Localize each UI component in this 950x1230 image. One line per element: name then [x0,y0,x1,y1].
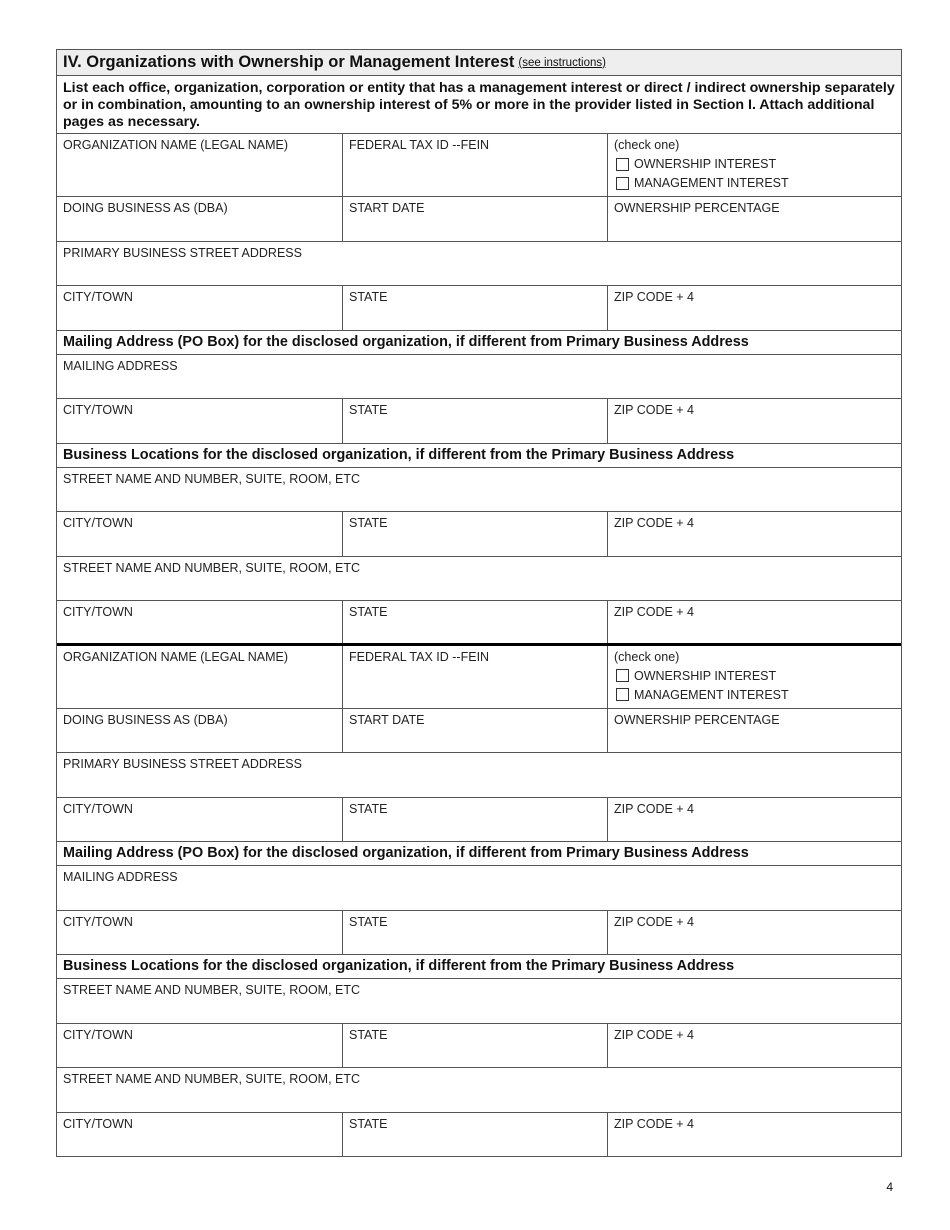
org2-location2-zip-field[interactable] [608,1113,901,1157]
org1-org-name-field[interactable] [57,134,343,196]
page-number: 4 [886,1180,893,1194]
org1-mailing-state-field[interactable] [343,399,608,443]
org2-org-name-field[interactable] [57,646,343,708]
field-label: STATE [349,801,388,816]
field-label: CITY/TOWN [63,290,133,304]
org2-location2-state-field[interactable] [343,1113,608,1157]
ownership-checkbox[interactable] [616,158,629,171]
org2-state-field[interactable] [343,798,608,842]
org1-row-dba [57,197,901,242]
org1-row-location1-city [57,512,901,557]
field-label: CITY/TOWN [63,605,133,619]
org2-location2-city-field[interactable] [57,1113,343,1157]
field-label: ORGANIZATION NAME (LEGAL NAME) [63,138,289,152]
field-label: ZIP CODE + 4 [614,1027,695,1042]
field-label: STREET NAME AND NUMBER, SUITE, ROOM, ETC [63,471,361,486]
org1-primary-address-field[interactable] [57,242,901,286]
field-label: FEDERAL TAX ID --FEIN [349,649,490,664]
org1-location2-city-field[interactable] [57,601,343,643]
field-label: STREET NAME AND NUMBER, SUITE, ROOM, ETC [63,560,361,575]
field-label: CITY/TOWN [63,801,133,816]
option-label: MANAGEMENT INTEREST [634,176,789,190]
org1-row-primary-city [57,286,901,331]
check-one-label: (check one) [614,138,680,152]
org1-state-field[interactable] [343,286,608,330]
field-label: OWNERSHIP PERCENTAGE [614,712,780,727]
org2-dba-field[interactable] [57,709,343,753]
field-label: START DATE [349,712,425,727]
field-label: DOING BUSINESS AS (DBA) [63,201,228,215]
org2-location1-zip-field[interactable] [608,1024,901,1068]
field-label: STREET NAME AND NUMBER, SUITE, ROOM, ETC [63,983,361,997]
org2-zip-field[interactable] [608,798,901,842]
field-label: CITY/TOWN [63,1116,133,1131]
org2-locations-heading: Business Locations for the disclosed organization, if different from the Primary Business Address [57,955,901,979]
org2-row-location2-city [57,1113,901,1158]
org2-location1-city-field[interactable] [57,1024,343,1068]
org1-locations-heading: Business Locations for the disclosed organization, if different from the Primary Business Address [57,444,901,468]
org2-row-primary-address [57,753,901,798]
field-label: STREET NAME AND NUMBER, SUITE, ROOM, ETC [63,1072,361,1086]
org2-start-date-field[interactable] [343,709,608,753]
org1-ownership-pct-field[interactable] [608,197,901,241]
field-label: ZIP CODE + 4 [614,403,695,417]
org1-mailing-address-field[interactable] [57,355,901,399]
field-label: ZIP CODE + 4 [614,914,695,929]
org2-ownership-pct-field[interactable] [608,709,901,753]
section-title: IV. Organizations with Ownership or Management Interest [63,53,515,71]
org2-mailing-address-field[interactable] [57,866,901,910]
org2-fein-field[interactable] [343,646,608,708]
ownership-form [56,49,902,1157]
management-checkbox[interactable] [616,688,629,701]
org1-row-mailing-city [57,399,901,444]
org1-city-field[interactable] [57,286,343,330]
org1-row-mailing-address [57,355,901,400]
field-label: CITY/TOWN [63,516,133,530]
org2-row-mailing-city [57,911,901,956]
org1-location1-street-field[interactable] [57,468,901,512]
org2-interest-type [608,646,901,708]
org1-location1-state-field[interactable] [343,512,608,556]
field-label: ZIP CODE + 4 [614,801,695,816]
field-label: CITY/TOWN [63,403,133,417]
field-label: OWNERSHIP PERCENTAGE [614,201,780,215]
field-label: FEDERAL TAX ID --FEIN [349,138,490,152]
field-label: PRIMARY BUSINESS STREET ADDRESS [63,757,302,771]
org1-row-primary-address [57,242,901,287]
org1-mailing-heading: Mailing Address (PO Box) for the disclosed organization, if different from Primary Business Address [57,331,901,355]
ownership-checkbox[interactable] [616,669,629,682]
org1-row-location2-city [57,601,901,646]
field-label: STATE [349,605,388,619]
org2-row-mailing-address [57,866,901,911]
org2-row-location2-street [57,1068,901,1113]
org1-mailing-zip-field[interactable] [608,399,901,443]
org1-location2-state-field[interactable] [343,601,608,643]
field-label: STATE [349,290,388,304]
field-label: ZIP CODE + 4 [614,516,695,530]
org2-row-location1-street [57,979,901,1024]
field-label: ZIP CODE + 4 [614,605,695,619]
org1-row-location2-street [57,557,901,602]
org2-city-field[interactable] [57,798,343,842]
option-label: OWNERSHIP INTEREST [634,668,777,683]
org2-ownership-option[interactable] [614,669,895,683]
field-label: ZIP CODE + 4 [614,290,695,304]
see-instructions-link[interactable]: (see instructions) [518,56,606,69]
field-label: START DATE [349,201,425,215]
field-label: STATE [349,516,388,530]
field-label: STATE [349,1116,388,1131]
org1-start-date-field[interactable] [343,197,608,241]
org2-row-name [57,646,901,709]
org1-ownership-option[interactable] [614,157,895,171]
option-label: OWNERSHIP INTEREST [634,157,777,171]
org2-location1-state-field[interactable] [343,1024,608,1068]
org2-location1-street-field[interactable] [57,979,901,1023]
field-label: PRIMARY BUSINESS STREET ADDRESS [63,245,302,260]
org2-mailing-city-field[interactable] [57,911,343,955]
org1-location1-zip-field[interactable] [608,512,901,556]
org2-primary-address-field[interactable] [57,753,901,797]
field-label: STATE [349,403,388,417]
org1-location2-street-field[interactable] [57,557,901,601]
option-label: MANAGEMENT INTEREST [634,687,789,702]
check-one-label: (check one) [614,649,680,664]
section-instructions: List each office, organization, corporation or entity that has a management interest or direct / indirect ownership separately or in combination, amounting to an ownership interest of 5% or more in the provider listed in Section I. Attach additional pages as necessary. [57,76,901,134]
management-checkbox[interactable] [616,177,629,190]
field-label: DOING BUSINESS AS (DBA) [63,712,228,727]
org1-row-location1-street [57,468,901,513]
org1-zip-field[interactable] [608,286,901,330]
org2-mailing-heading: Mailing Address (PO Box) for the disclosed organization, if different from Primary Business Address [57,842,901,866]
section-title-bar [57,50,901,76]
org2-location2-street-field[interactable] [57,1068,901,1112]
org2-mailing-state-field[interactable] [343,911,608,955]
org2-row-dba [57,709,901,754]
field-label: CITY/TOWN [63,914,133,929]
org1-interest-type [608,134,901,196]
field-label: CITY/TOWN [63,1027,133,1042]
org1-row-name [57,134,901,197]
org1-fein-field[interactable] [343,134,608,196]
field-label: ORGANIZATION NAME (LEGAL NAME) [63,649,289,664]
field-label: STATE [349,1027,388,1042]
org1-location1-city-field[interactable] [57,512,343,556]
org1-management-option[interactable] [614,176,895,190]
org2-row-primary-city [57,798,901,843]
field-label: MAILING ADDRESS [63,870,178,884]
field-label: ZIP CODE + 4 [614,1116,695,1131]
org1-mailing-city-field[interactable] [57,399,343,443]
org1-dba-field[interactable] [57,197,343,241]
org2-row-location1-city [57,1024,901,1069]
org2-mailing-zip-field[interactable] [608,911,901,955]
field-label: MAILING ADDRESS [63,358,178,373]
org1-location2-zip-field[interactable] [608,601,901,643]
org2-management-option[interactable] [614,688,895,702]
field-label: STATE [349,914,388,929]
